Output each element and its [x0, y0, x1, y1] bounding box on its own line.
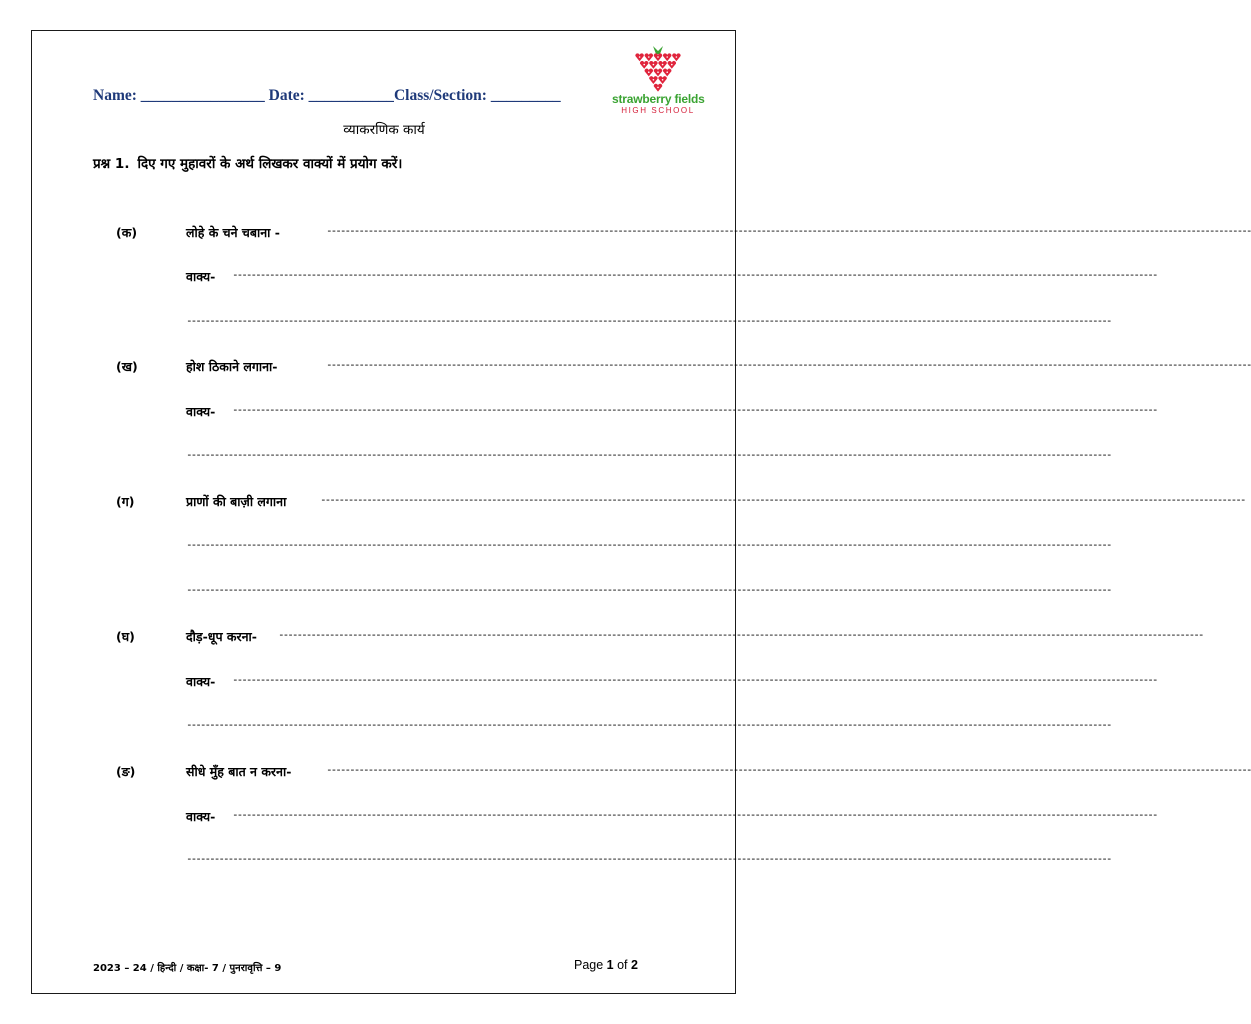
answer-line[interactable]: -------------------------------------------------------------------------------------------------------------------------------------------------------------------------------------------------------- — [232, 403, 1157, 416]
berry-seed-icon — [648, 71, 650, 73]
item-label: (क) — [116, 225, 138, 240]
answer-line[interactable]: -------------------------------------------------------------------------------------------------------------------------------------------------------------------------------------------------------- — [186, 314, 1111, 327]
page-of: of — [613, 958, 631, 972]
item-row — [0, 224, 1251, 246]
item-row — [0, 763, 1251, 785]
question-heading — [93, 154, 402, 172]
berry-seed-icon — [643, 64, 645, 66]
header-fields — [93, 87, 561, 105]
item-idiom: दौड़-धूप करना- — [186, 629, 257, 644]
answer-line[interactable]: -------------------------------------------------------------------------------------------------------------------------------------------------------------------------------------------------------- — [232, 268, 1157, 281]
answer-line[interactable]: -------------------------------------------------------------------------------------------------------------------------------------------------------------------------------------------------------- — [186, 852, 1111, 865]
answer-line[interactable]: -------------------------------------------------------------------------------------------------------------------------------------------------------------------------------------------------------- — [186, 448, 1111, 461]
berry-seed-icon — [653, 79, 655, 81]
blank-row — [0, 718, 1111, 740]
item-label: (ख) — [116, 359, 138, 374]
worksheet-title: व्याकरणिक कार्य — [343, 122, 425, 138]
page-prefix: Page — [574, 958, 607, 972]
berry-seed-icon — [662, 64, 664, 66]
berry-seed-icon — [676, 56, 678, 58]
sentence-row — [0, 808, 1157, 830]
answer-line[interactable]: -------------------------------------------------------------------------------------------------------------------------------------------------------------------------------------------------------- — [326, 224, 1251, 237]
item-idiom: होश ठिकाने लगाना- — [186, 359, 278, 374]
class-section-field-label: Class/Section: _________ — [393, 87, 561, 104]
sentence-label: वाक्य- — [186, 404, 216, 419]
blank-row — [0, 583, 1111, 605]
question-text: दिए गए मुहावरों के अर्थ लिखकर वाक्यों में प्रयोग करें। — [137, 156, 403, 172]
item-label: (ङ) — [116, 764, 136, 779]
name-field-label: Name: ________________ — [93, 87, 269, 104]
blank-row — [0, 852, 1111, 874]
page-total: 2 — [631, 958, 638, 972]
sentence-label: वाक्य- — [186, 269, 216, 284]
page-number — [574, 958, 638, 972]
berry-seed-icon — [657, 71, 659, 73]
date-field-label: Date: ___________ — [268, 87, 394, 104]
item-row — [0, 493, 1245, 515]
berry-seed-icon — [653, 64, 655, 66]
answer-line[interactable]: -------------------------------------------------------------------------------------------------------------------------------------------------------------------------------------------------------- — [326, 358, 1251, 371]
berry-seed-icon — [666, 56, 668, 58]
item-row — [0, 628, 1203, 650]
answer-line[interactable]: -------------------------------------------------------------------------------------------------------------------------------------------------------------------------------------------------------- — [326, 763, 1251, 776]
berry-seed-icon — [671, 64, 673, 66]
item-label: (घ) — [116, 629, 135, 644]
footer-course-info: 2023 – 24 / हिन्दी / कक्षा- 7 / पुनरावृत्ति – 9 — [93, 963, 282, 974]
berry-seed-icon — [639, 56, 641, 58]
item-idiom: सीधे मुँह बात न करना- — [186, 764, 292, 779]
logo-school-type: HIGH SCHOOL — [621, 106, 695, 115]
logo-school-name: strawberry fields — [612, 92, 705, 106]
question-number: प्रश्न 1. — [93, 156, 130, 172]
sentence-label: वाक्य- — [186, 809, 216, 824]
answer-line[interactable]: -------------------------------------------------------------------------------------------------------------------------------------------------------------------------------------------------------- — [186, 583, 1111, 596]
blank-row — [0, 448, 1111, 470]
item-idiom: प्राणों की बाज़ी लगाना — [186, 494, 287, 509]
answer-line[interactable]: -------------------------------------------------------------------------------------------------------------------------------------------------------------------------------------------------------- — [186, 718, 1111, 731]
answer-line[interactable]: -------------------------------------------------------------------------------------------------------------------------------------------------------------------------------------------------------- — [320, 493, 1245, 506]
answer-line[interactable]: -------------------------------------------------------------------------------------------------------------------------------------------------------------------------------------------------------- — [186, 538, 1111, 551]
berry-seed-icon — [662, 79, 664, 81]
answer-line[interactable]: -------------------------------------------------------------------------------------------------------------------------------------------------------------------------------------------------------- — [232, 673, 1157, 686]
berry-seed-icon — [648, 56, 650, 58]
item-idiom: लोहे के चने चबाना - — [186, 225, 280, 240]
sentence-row — [0, 268, 1157, 290]
sentence-label: वाक्य- — [186, 674, 216, 689]
blank-row — [0, 314, 1111, 336]
berry-seed-icon — [657, 56, 659, 58]
answer-line[interactable]: -------------------------------------------------------------------------------------------------------------------------------------------------------------------------------------------------------- — [232, 808, 1157, 821]
berry-seed-icon — [657, 87, 659, 89]
page-current: 1 — [606, 958, 614, 972]
item-label: (ग) — [116, 494, 135, 509]
berry-seed-icon — [666, 71, 668, 73]
sentence-row — [0, 403, 1157, 425]
blank-row — [0, 538, 1111, 560]
item-row — [0, 358, 1251, 380]
sentence-row — [0, 673, 1157, 695]
answer-line[interactable]: -------------------------------------------------------------------------------------------------------------------------------------------------------------------------------------------------------- — [278, 628, 1203, 641]
